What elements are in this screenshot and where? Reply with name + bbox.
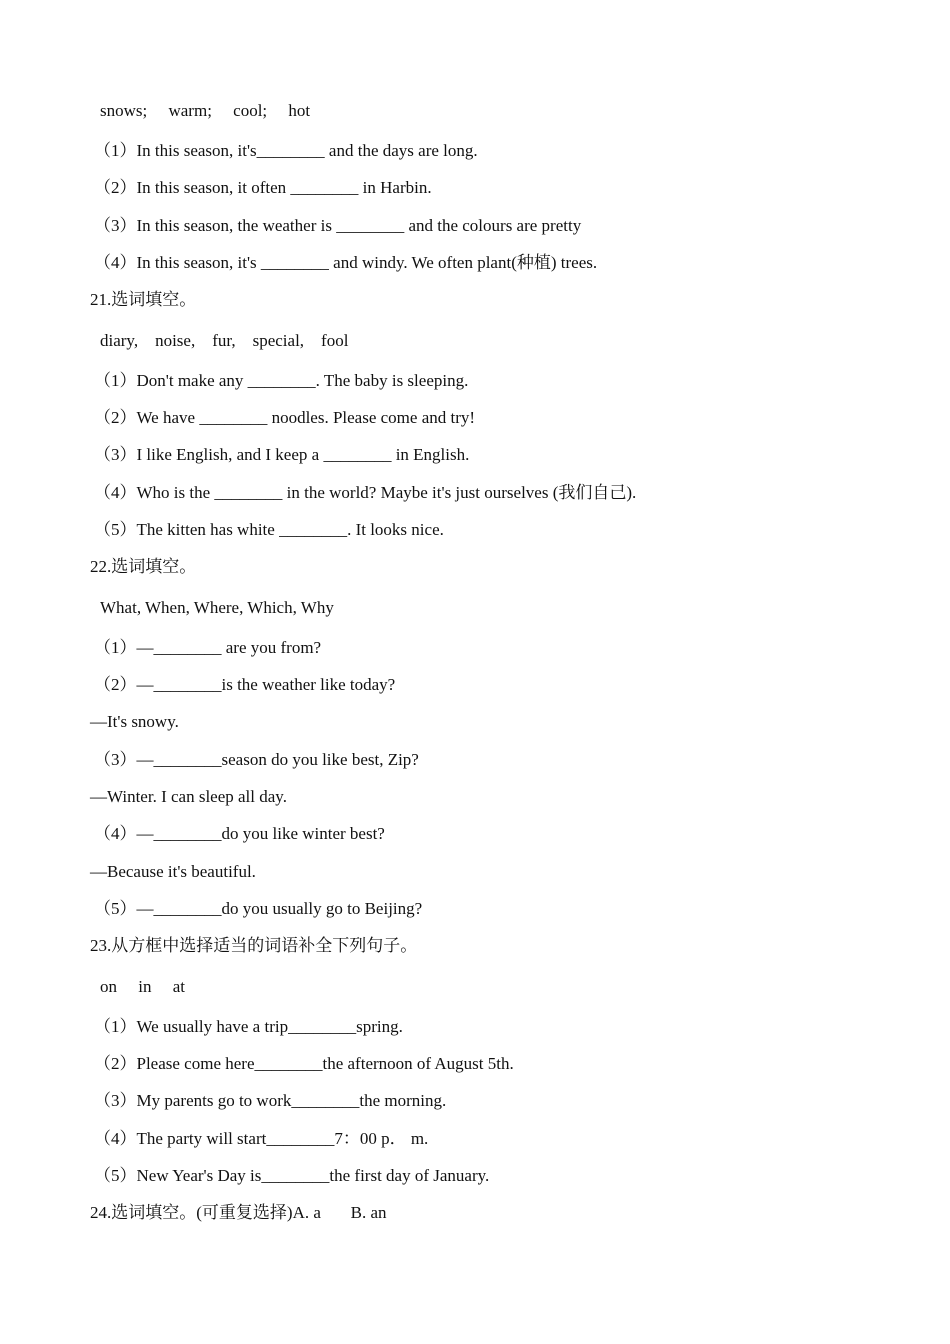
- q23-item-4: （4）The party will start________7：00 p． m.: [94, 1129, 429, 1148]
- q22-item-5: （5）—________do you usually go to Beijing?: [94, 899, 423, 918]
- q21-item-3: （3）I like English, and I keep a ________ in English.: [94, 445, 470, 464]
- q22-word-box: What, When, Where, Which, Why: [100, 598, 334, 617]
- q21-item-2: （2）We have ________ noodles. Please come and try!: [94, 408, 476, 427]
- q22-heading: 22.选词填空。: [90, 557, 197, 576]
- q20-item-4: （4）In this season, it's ________ and windy. We often plant(种植) trees.: [94, 253, 598, 272]
- q21-item-1: （1）Don't make any ________. The baby is sleeping.: [94, 371, 469, 390]
- q20-item-2: （2）In this season, it often ________ in Harbin.: [94, 178, 432, 197]
- q22-answer-2: —It's snowy.: [90, 712, 179, 731]
- q22-item-3: （3）—________season do you like best, Zip?: [94, 750, 419, 769]
- q23-heading: 23.从方框中选择适当的词语补全下列句子。: [90, 936, 418, 955]
- q23-word-box: on in at: [100, 977, 185, 996]
- q21-word-box: diary, noise, fur, special, fool: [100, 331, 349, 350]
- q21-item-5: （5）The kitten has white ________. It looks nice.: [94, 520, 444, 539]
- q20-item-1: （1）In this season, it's________ and the days are long.: [94, 141, 478, 160]
- q23-item-3: （3）My parents go to work________the morning.: [94, 1091, 447, 1110]
- q22-answer-3: —Winter. I can sleep all day.: [90, 787, 287, 806]
- q23-item-2: （2）Please come here________the afternoon of August 5th.: [94, 1054, 514, 1073]
- q22-answer-4: —Because it's beautiful.: [90, 862, 256, 881]
- q22-item-4: （4）—________do you like winter best?: [94, 824, 385, 843]
- q22-item-1: （1）—________ are you from?: [94, 638, 322, 657]
- q23-item-5: （5）New Year's Day is________the first day of January.: [94, 1166, 490, 1185]
- q20-item-3: （3）In this season, the weather is ________ and the colours are pretty: [94, 216, 582, 235]
- q24-heading: 24.选词填空。(可重复选择)A. a B. an: [90, 1203, 387, 1222]
- q21-heading: 21.选词填空。: [90, 290, 197, 309]
- q22-item-2: （2）—________is the weather like today?: [94, 675, 396, 694]
- q23-item-1: （1）We usually have a trip________spring.: [94, 1017, 403, 1036]
- q21-item-4: （4）Who is the ________ in the world? Maybe it's just ourselves (我们自己).: [94, 483, 637, 502]
- q20-word-box: snows; warm; cool; hot: [100, 101, 311, 120]
